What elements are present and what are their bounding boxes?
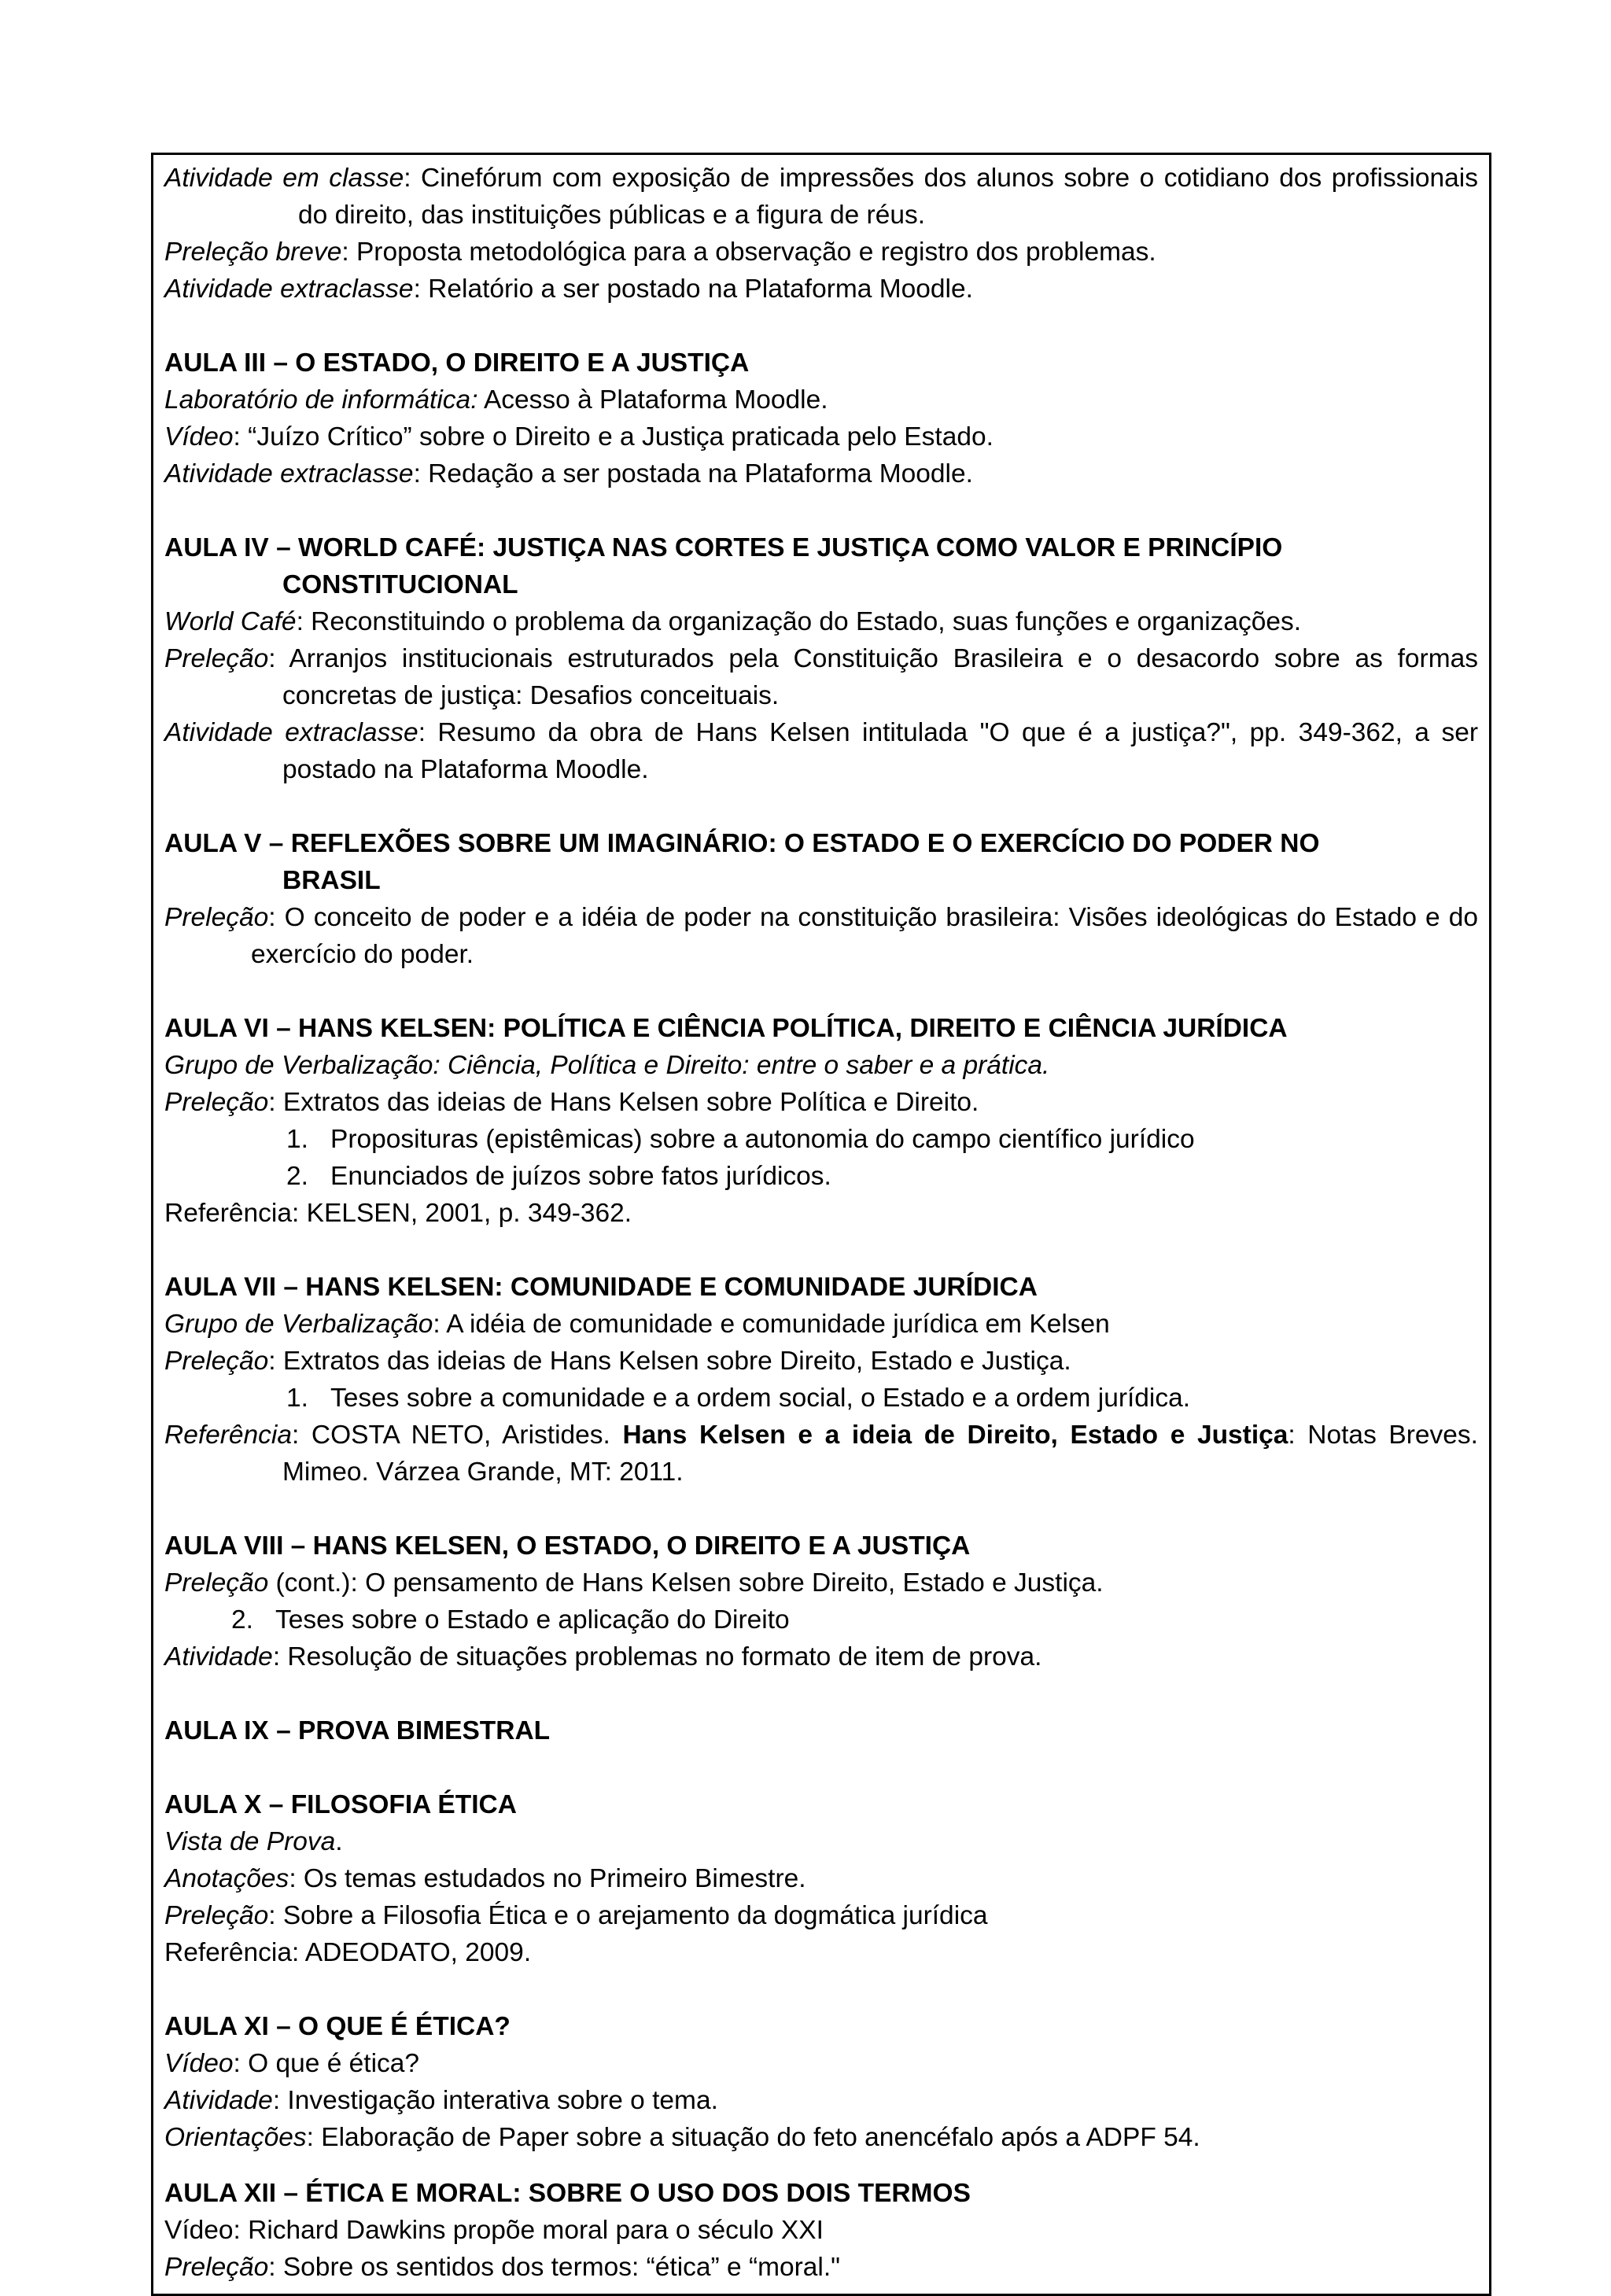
list-text: Teses sobre a comunidade e a ordem social, o Estado e a ordem jurídica. <box>330 1384 1191 1413</box>
label-atividade-extraclasse: Atividade extraclasse <box>164 459 414 488</box>
list-text: Enunciados de juízos sobre fatos jurídicos. <box>330 1162 831 1191</box>
label-prelecao: Preleção <box>164 1901 269 1930</box>
list-text: Proposituras (epistêmicas) sobre a autonomia do campo científico jurídico <box>330 1125 1195 1154</box>
intro-label-atividade-em-classe: Atividade em classe <box>164 164 404 193</box>
intro-text-prelecao-breve: : Proposta metodológica para a observação e registro dos problemas. <box>341 238 1156 267</box>
heading-aula-iv-cont: CONSTITUCIONAL <box>282 570 518 599</box>
aula-xii-line-prelecao <box>164 2249 1478 2286</box>
text-atividade-extraclasse: : Redação a ser postada na Plataforma Moodle. <box>413 459 973 488</box>
heading-aula-vi: AULA VI – HANS KELSEN: POLÍTICA E CIÊNCIA POLÍTICA, DIREITO E CIÊNCIA JURÍDICA <box>164 1014 1288 1043</box>
label-anotacoes: Anotações <box>164 1864 289 1893</box>
text-prelecao: : Extratos das ideias de Hans Kelsen sobre Política e Direito. <box>268 1088 979 1117</box>
label-prelecao: Preleção <box>164 1347 269 1376</box>
text-video: Vídeo: Richard Dawkins propõe moral para o século XXI <box>164 2216 824 2245</box>
label-prelecao: Preleção <box>164 644 269 673</box>
aula-iv-line-atividade-extraclasse <box>164 714 1478 788</box>
section-spacer <box>164 1232 1478 1269</box>
label-referencia: Referência <box>164 1421 293 1450</box>
section-spacer <box>164 788 1478 825</box>
aula-x-line-prelecao <box>164 1897 1478 1934</box>
label-grupo-de-verbalizacao: Grupo de Verbalização: Ciência, Política e Direito: entre o saber e a prática. <box>164 1051 1050 1080</box>
section-spacer <box>164 1971 1478 2008</box>
heading-aula-v-cont: BRASIL <box>282 866 381 895</box>
text-prelecao: : Sobre os sentidos dos termos: “ética” e “moral." <box>268 2253 841 2282</box>
intro-line-prelecao-breve <box>164 234 1478 271</box>
syllabus-table <box>151 153 1491 2296</box>
text-referencia-post: : Notas Breves. Mimeo. Várzea Grande, MT: 2011. <box>282 1421 1478 1487</box>
text-atividade-extraclasse: : Resumo da obra de Hans Kelsen intitulada "O que é a justiça?", pp. 349-362, a ser postado na Plataforma Moodle. <box>282 718 1478 784</box>
aula-iii-line-laboratorio <box>164 381 1478 418</box>
label-prelecao: Preleção <box>164 903 269 932</box>
intro-label-atividade-extraclasse: Atividade extraclasse <box>164 275 414 304</box>
heading-aula-iii: AULA III – O ESTADO, O DIREITO E A JUSTIÇA <box>164 348 750 378</box>
heading-aula-v: AULA V – REFLEXÕES SOBRE UM IMAGINÁRIO: O ESTADO E O EXERCÍCIO DO PODER NO <box>164 829 1320 858</box>
list-text: Teses sobre o Estado e aplicação do Direito <box>275 1605 790 1634</box>
text-anotacoes: : Os temas estudados no Primeiro Bimestre. <box>289 1864 806 1893</box>
text-prelecao: : O conceito de poder e a idéia de poder na constituição brasileira: Visões ideológicas do Estado e do exercício do poder. <box>251 903 1478 969</box>
heading-aula-xi: AULA XI – O QUE É ÉTICA? <box>164 2012 511 2041</box>
section-spacer <box>164 1675 1478 1712</box>
heading-aula-viii: AULA VIII – HANS KELSEN, O ESTADO, O DIREITO E A JUSTIÇA <box>164 1531 971 1561</box>
aula-viii-line-atividade <box>164 1638 1478 1675</box>
label-video: Vídeo <box>164 2049 234 2078</box>
aula-v-line-prelecao <box>164 899 1478 973</box>
aula-vi-list-item-1 <box>164 1121 1478 1158</box>
aula-viii-line-prelecao <box>164 1564 1478 1601</box>
label-prelecao: Preleção <box>164 1088 269 1117</box>
aula-xi-line-atividade <box>164 2082 1478 2119</box>
aula-vii-line-grupo-verbalizacao <box>164 1306 1478 1343</box>
list-number: 2. <box>231 1605 253 1634</box>
intro-line-atividade-extraclasse <box>164 271 1478 308</box>
syllabus-table-cell <box>153 155 1489 2294</box>
aula-iv-line-world-cafe <box>164 603 1478 640</box>
aula-xi-line-orientacoes <box>164 2119 1478 2156</box>
aula-iv-line-prelecao <box>164 640 1478 714</box>
text-prelecao: : Extratos das ideias de Hans Kelsen sobre Direito, Estado e Justiça. <box>268 1347 1071 1376</box>
text-orientacoes: : Elaboração de Paper sobre a situação do feto anencéfalo após a ADPF 54. <box>306 2123 1200 2152</box>
aula-vi-list-item-2 <box>164 1158 1478 1195</box>
label-grupo-de-verbalizacao: Grupo de Verbalização <box>164 1310 433 1339</box>
aula-vii-list-item-1 <box>164 1380 1478 1417</box>
aula-vii-line-prelecao <box>164 1343 1478 1380</box>
text-laboratorio-de-informatica: Acesso à Plataforma Moodle. <box>477 385 828 415</box>
text-referencia-title: Hans Kelsen e a ideia de Direito, Estado e Justiça <box>622 1421 1288 1450</box>
label-atividade-extraclasse: Atividade extraclasse <box>164 718 418 747</box>
text-referencia: Referência: KELSEN, 2001, p. 349-362. <box>164 1199 632 1228</box>
heading-aula-iv: AULA IV – WORLD CAFÉ: JUSTIÇA NAS CORTES E JUSTIÇA COMO VALOR E PRINCÍPIO <box>164 533 1283 562</box>
text-world-cafe: : Reconstituindo o problema da organização do Estado, suas funções e organizações. <box>296 607 1302 636</box>
text-atividade: : Resolução de situações problemas no formato de item de prova. <box>272 1642 1042 1671</box>
text-referencia-pre: : COSTA NETO, Aristides. <box>292 1421 623 1450</box>
intro-line-atividade-em-classe <box>164 160 1478 234</box>
heading-aula-ix: AULA IX – PROVA BIMESTRAL <box>164 1716 551 1745</box>
section-spacer <box>164 492 1478 529</box>
text-grupo-de-verbalizacao: : A idéia de comunidade e comunidade jurídica em Kelsen <box>433 1310 1110 1339</box>
aula-xi-line-video <box>164 2045 1478 2082</box>
text-video: : “Juízo Crítico” sobre o Direito e a Justiça praticada pelo Estado. <box>233 422 994 451</box>
intro-text-atividade-em-classe: : Cinefórum com exposição de impressões dos alunos sobre o cotidiano dos <box>404 164 1322 193</box>
aula-viii-list-item-2 <box>164 1601 1478 1638</box>
intro-text-atividade-extraclasse: : Relatório a ser postado na Plataforma Moodle. <box>413 275 973 304</box>
text-prelecao: : Arranjos institucionais estruturados pela Constituição Brasileira e o desacordo sobre as formas concretas de justiça: Desafios conceituais. <box>268 644 1478 710</box>
text-video: : O que é ética? <box>233 2049 420 2078</box>
section-spacer <box>164 973 1478 1010</box>
aula-vi-line-referencia <box>164 1195 1478 1232</box>
heading-aula-xii: AULA XII – ÉTICA E MORAL: SOBRE O USO DOS DOIS TERMOS <box>164 2179 971 2208</box>
label-orientacoes: Orientações <box>164 2123 307 2152</box>
label-atividade: Atividade <box>164 1642 273 1671</box>
aula-vi-line-prelecao <box>164 1084 1478 1121</box>
text-prelecao: (cont.): O pensamento de Hans Kelsen sobre Direito, Estado e Justiça. <box>268 1568 1104 1598</box>
label-vista-de-prova: Vista de Prova <box>164 1827 336 1856</box>
list-number: 1. <box>286 1384 308 1413</box>
list-number: 1. <box>286 1125 308 1154</box>
label-world-cafe: World Café <box>164 607 297 636</box>
aula-x-line-vista-de-prova <box>164 1823 1478 1860</box>
heading-aula-x: AULA X – FILOSOFIA ÉTICA <box>164 1790 517 1819</box>
text-referencia: Referência: ADEODATO, 2009. <box>164 1938 532 1967</box>
section-spacer <box>164 1749 1478 1786</box>
list-number: 2. <box>286 1162 308 1191</box>
aula-xii-line-video <box>164 2212 1478 2249</box>
label-laboratorio-de-informatica: Laboratório de informática: <box>164 385 478 415</box>
aula-iii-line-video <box>164 418 1478 455</box>
section-spacer <box>164 308 1478 345</box>
section-spacer <box>164 1491 1478 1528</box>
text-atividade: : Investigação interativa sobre o tema. <box>272 2086 718 2115</box>
label-prelecao: Preleção <box>164 2253 269 2282</box>
section-spacer-small <box>164 2156 1478 2175</box>
label-prelecao: Preleção <box>164 1568 269 1598</box>
aula-vii-line-referencia <box>164 1417 1478 1491</box>
aula-x-line-anotacoes <box>164 1860 1478 1897</box>
label-video: Vídeo <box>164 422 234 451</box>
aula-iii-line-atividade-extraclasse <box>164 455 1478 492</box>
intro-text-atividade-em-classe-cont: profissionais do direito, das instituições públicas e a figura de réus. <box>298 164 1478 230</box>
heading-aula-vii: AULA VII – HANS KELSEN: COMUNIDADE E COMUNIDADE JURÍDICA <box>164 1273 1038 1302</box>
text-vista-de-prova: . <box>335 1827 343 1856</box>
intro-label-prelecao-breve: Preleção breve <box>164 238 342 267</box>
aula-vi-line-grupo-verbalizacao <box>164 1047 1478 1084</box>
text-prelecao: : Sobre a Filosofia Ética e o arejamento da dogmática jurídica <box>268 1901 988 1930</box>
label-atividade: Atividade <box>164 2086 273 2115</box>
aula-x-line-referencia <box>164 1934 1478 1971</box>
